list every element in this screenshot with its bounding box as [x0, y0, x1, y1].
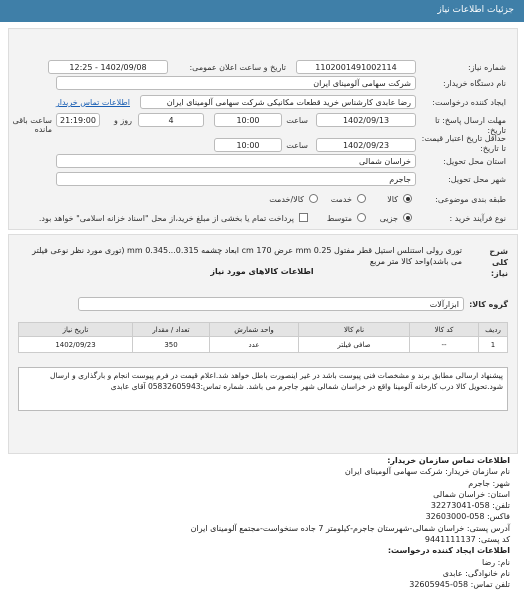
- creator-last-name: نام خانوادگی: عابدی: [442, 568, 510, 578]
- col-code: کد کالا: [410, 323, 479, 337]
- buyer-notes: [18, 367, 508, 411]
- buyer-fax: فاکس: 058-32603000: [425, 512, 510, 522]
- description-label: شرح کلی نیاز:: [489, 247, 508, 278]
- process-label: نوع فرآیند خرید :: [449, 214, 506, 223]
- items-section-title: اطلاعات کالاهای مورد نیاز: [210, 267, 314, 276]
- city-field[interactable]: جاجرم: [56, 172, 416, 186]
- buyer-org-field[interactable]: شرکت سهامی آلومینای ایران: [56, 76, 416, 90]
- category-goods-label: کالا: [387, 195, 398, 204]
- buyer-notes-text: پیشنهاد ارسالی مطابق برند و مشخصات فنی پیوست باشد در غیر اینصورت باطل خواهد شد.اعلام قیمت در فرم پیوست انجام و بارگذاری و ارسال شود.تحویل کالا درب کارخانه آلومینا واقع در خراسان شمالی شهر جاجرم می باشد. شماره تماس:05832605943 آقای عابدی: [50, 371, 503, 391]
- validity-date-field[interactable]: 1402/09/23: [316, 138, 416, 152]
- deadline-label: مهلت ارسال پاسخ: تا تاریخ:: [434, 116, 506, 135]
- creator-contact-title: اطلاعات ایجاد کننده درخواست:: [387, 546, 510, 556]
- items-table: [18, 322, 508, 353]
- province-label: استان محل تحویل:: [443, 157, 506, 166]
- buyer-city: شهر: جاجرم: [468, 478, 510, 488]
- process-medium-radio[interactable]: [357, 213, 366, 222]
- validity-time-field[interactable]: 10:00: [214, 138, 282, 152]
- treasury-checkbox[interactable]: [299, 213, 308, 222]
- col-qty: تعداد / مقدار: [133, 323, 210, 337]
- category-both-radio[interactable]: [309, 194, 318, 203]
- creator-phone: تلفن تماس: 058-32605945: [409, 580, 510, 590]
- payment-note: پرداخت تمام یا بخشی از مبلغ خرید،از محل "اسناد خزانه اسلامی" خواهد بود.: [38, 214, 294, 223]
- contact-info: [10, 455, 510, 591]
- deadline-date-field[interactable]: 1402/09/13: [316, 113, 416, 127]
- creator-label: ایجاد کننده درخواست:: [432, 98, 506, 107]
- goods-group-label: گروه کالا:: [469, 300, 508, 309]
- need-number-label: شماره نیاز:: [468, 63, 506, 72]
- deadline-time-field[interactable]: 10:00: [214, 113, 282, 127]
- province-field[interactable]: خراسان شمالی: [56, 154, 416, 168]
- validity-label: حداقل تاریخ اعتبار قیمت: تا تاریخ:: [421, 134, 506, 153]
- col-name: نام کالا: [299, 323, 410, 337]
- category-service-label: خدمت: [330, 195, 352, 204]
- remaining-time-field[interactable]: 21:19:00: [56, 113, 100, 127]
- table-row[interactable]: [19, 337, 508, 353]
- creator-field[interactable]: رضا عابدی کارشناس خرید قطعات مکانیکی شرکت سهامی آلومینای ایران: [140, 95, 416, 109]
- col-unit: واحد شمارش: [210, 323, 299, 337]
- process-minor-label: جزیی: [379, 214, 398, 223]
- cell-date: 1402/09/23: [19, 337, 133, 353]
- validity-time-label: ساعت: [286, 141, 308, 150]
- col-date: تاریخ نیاز: [19, 323, 133, 337]
- announce-field[interactable]: 1402/09/08 - 12:25: [48, 60, 168, 74]
- category-label: طبقه بندی موضوعی:: [435, 195, 506, 204]
- table-header-row: [19, 323, 508, 337]
- description-text: توری رولی استنلس استیل قطر مفتول 0.25 mm عرض 170 cm ابعاد چشمه 0.315...0.345 mm (توری مورد نظر نوعی فیلتر می باشد)واحد کالا متر مربع: [32, 246, 462, 266]
- process-medium-label: متوسط: [326, 214, 352, 223]
- announce-label: تاریخ و ساعت اعلان عمومی:: [189, 63, 286, 72]
- days-label: روز و: [114, 116, 132, 125]
- category-goods-radio[interactable]: [403, 194, 412, 203]
- cell-row: 1: [479, 337, 508, 353]
- buyer-phone: تلفن: 058-32273041: [430, 501, 510, 511]
- buyer-contact-title: اطلاعات تماس سازمان خریدار:: [387, 456, 510, 465]
- buyer-address: آدرس پستی: خراسان شمالی-شهرستان جاجرم-کیلومتر 7 جاده سنخواست-مجتمع آلومینای ایران: [190, 523, 510, 533]
- category-service-radio[interactable]: [357, 194, 366, 203]
- buyer-postal-code: کد پستی: 9441111137: [424, 535, 510, 545]
- deadline-time-label: ساعت: [286, 116, 308, 125]
- page-header: [0, 0, 524, 22]
- remaining-label: ساعت باقی مانده: [12, 116, 52, 134]
- buyer-province: استان: خراسان شمالی: [433, 489, 510, 499]
- buyer-contact-link[interactable]: اطلاعات تماس خریدار: [55, 98, 130, 107]
- process-minor-radio[interactable]: [403, 213, 412, 222]
- buyer-org-label: نام دستگاه خریدار:: [443, 79, 506, 88]
- cell-qty: 350: [133, 337, 210, 353]
- days-field[interactable]: 4: [138, 113, 204, 127]
- cell-unit: عدد: [210, 337, 299, 353]
- category-both-label: کالا/خدمت: [269, 195, 304, 204]
- goods-group-field[interactable]: ابزارآلات: [78, 297, 464, 311]
- cell-code: --: [410, 337, 479, 353]
- need-number-field[interactable]: 1102001491002114: [296, 60, 416, 74]
- creator-first-name: نام: رضا: [482, 557, 510, 567]
- cell-name: صافی فیلتر: [299, 337, 410, 353]
- col-row: ردیف: [479, 323, 508, 337]
- page-title: جزئیات اطلاعات نیاز: [437, 5, 514, 15]
- city-label: شهر محل تحویل:: [448, 175, 506, 184]
- buyer-org-name: نام سازمان خریدار: شرکت سهامی آلومینای ایران: [344, 467, 510, 477]
